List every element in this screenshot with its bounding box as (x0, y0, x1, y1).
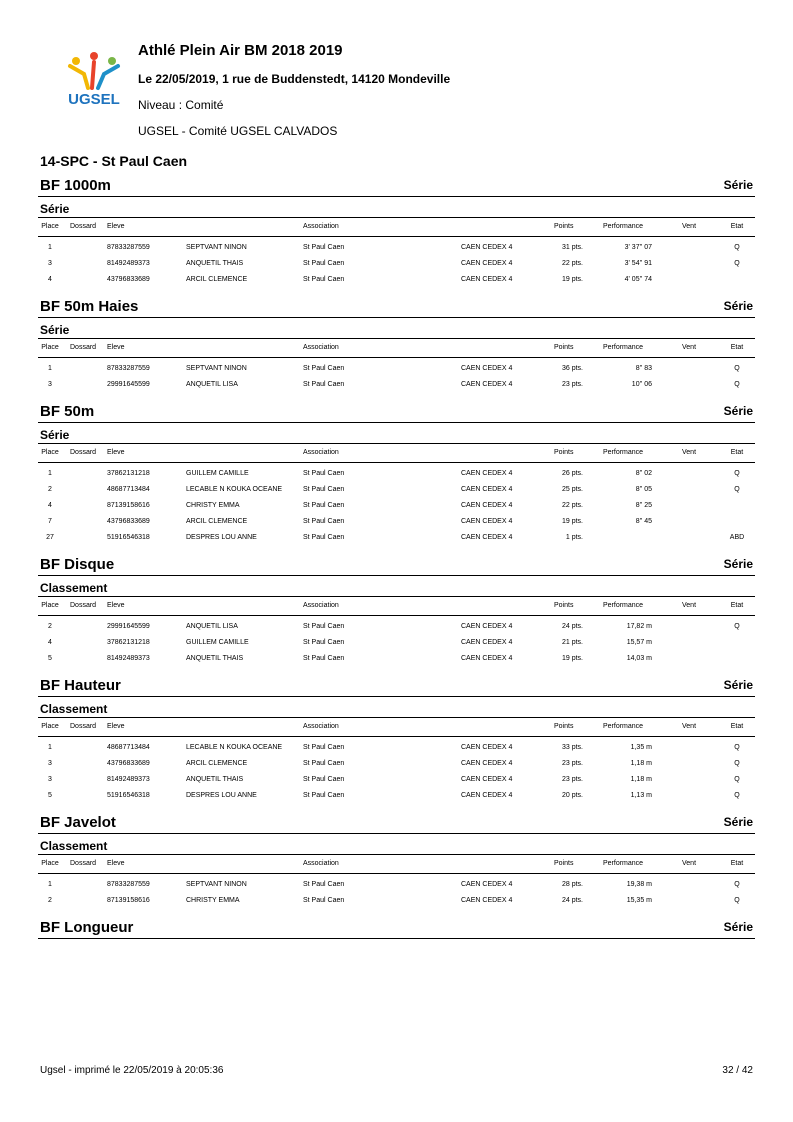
place-cell: 4 (48, 639, 52, 646)
column-headers (38, 218, 755, 237)
status-cell: Q (734, 792, 740, 799)
event-name: BF 1000m (40, 177, 111, 194)
column-header-points: Points (554, 344, 574, 351)
points-cell: 26 pts. (561, 470, 583, 477)
event-date-place: Le 22/05/2019, 1 rue de Buddenstedt, 14120 Mondeville (138, 72, 451, 86)
result-rows (38, 874, 755, 916)
event-type: Série (723, 299, 753, 313)
student-name-cell: ANQUETIL THAIS (186, 776, 244, 783)
table-row (38, 499, 755, 515)
table-row (38, 789, 755, 805)
column-header-place: Place (41, 723, 59, 730)
city-cell: CAEN CEDEX 4 (461, 776, 513, 783)
student-id-cell: 81492489373 (107, 776, 150, 783)
city-cell: CAEN CEDEX 4 (461, 655, 513, 662)
column-headers (38, 597, 755, 616)
student-id-cell: 87833287559 (107, 244, 150, 251)
event-header (38, 811, 755, 834)
column-header-eleve: Eleve (107, 860, 125, 867)
table-row (38, 257, 755, 273)
status-cell: Q (734, 260, 740, 267)
event-section (38, 174, 755, 295)
student-id-cell: 87833287559 (107, 881, 150, 888)
performance-cell: 1,18 m (630, 760, 652, 767)
city-cell: CAEN CEDEX 4 (461, 639, 513, 646)
student-id-cell: 43796833689 (107, 518, 150, 525)
points-cell: 19 pts. (561, 518, 583, 525)
round-header (38, 697, 755, 718)
student-name-cell: ARCIL CLEMENCE (186, 760, 248, 767)
column-header-eleve: Eleve (107, 602, 125, 609)
city-cell: CAEN CEDEX 4 (461, 365, 513, 372)
status-cell: Q (734, 381, 740, 388)
points-cell: 21 pts. (561, 639, 583, 646)
status-cell: ABD (729, 534, 745, 541)
place-cell: 7 (48, 518, 52, 525)
event-type: Série (723, 404, 753, 418)
round-name: Classement (40, 581, 108, 595)
city-cell: CAEN CEDEX 4 (461, 276, 513, 283)
document-title: Athlé Plein Air BM 2018 2019 (138, 42, 343, 59)
association-cell: St Paul Caen (303, 881, 345, 888)
event-name: BF Disque (40, 556, 115, 573)
column-header-eleve: Eleve (107, 449, 125, 456)
column-header-place: Place (41, 860, 59, 867)
event-header (38, 174, 755, 197)
event-name: BF Longueur (40, 919, 134, 936)
performance-cell: 1,35 m (630, 744, 652, 751)
points-cell: 25 pts. (561, 486, 583, 493)
student-id-cell: 87139158616 (107, 897, 150, 904)
column-header-points: Points (554, 449, 574, 456)
association-cell: St Paul Caen (303, 502, 345, 509)
event-section (38, 400, 755, 553)
round-header (38, 576, 755, 597)
association-cell: St Paul Caen (303, 470, 345, 477)
event-type: Série (723, 557, 753, 571)
student-name-cell: CHRISTY EMMA (186, 897, 240, 904)
association-cell: St Paul Caen (303, 897, 345, 904)
status-cell: Q (734, 776, 740, 783)
column-header-vent: Vent (682, 449, 697, 456)
student-name-cell: SEPTVANT NINON (186, 881, 247, 888)
table-row (38, 378, 755, 394)
column-header-dossard: Dossard (70, 602, 97, 609)
event-header (38, 916, 755, 939)
column-header-association: Association (303, 860, 339, 867)
association-cell: St Paul Caen (303, 276, 345, 283)
city-cell: CAEN CEDEX 4 (461, 502, 513, 509)
student-id-cell: 81492489373 (107, 260, 150, 267)
event-section (38, 674, 755, 811)
column-header-points: Points (554, 860, 574, 867)
student-name-cell: DESPRES LOU ANNE (186, 534, 257, 541)
points-cell: 20 pts. (561, 792, 583, 799)
place-cell: 3 (48, 776, 52, 783)
student-id-cell: 43796833689 (107, 276, 150, 283)
performance-cell: 17,82 m (626, 623, 652, 630)
event-header (38, 295, 755, 318)
performance-cell: 8'' 05 (635, 486, 652, 493)
student-id-cell: 48687713484 (107, 744, 150, 751)
event-header (38, 400, 755, 423)
city-cell: CAEN CEDEX 4 (461, 244, 513, 251)
round-name: Série (40, 428, 70, 442)
association-cell: St Paul Caen (303, 760, 345, 767)
column-header-dossard: Dossard (70, 449, 97, 456)
place-cell: 1 (48, 365, 52, 372)
performance-cell: 4' 05'' 74 (624, 276, 652, 283)
column-header-etat: Etat (730, 449, 744, 456)
place-cell: 1 (48, 744, 52, 751)
points-cell: 23 pts. (561, 776, 583, 783)
place-cell: 4 (48, 276, 52, 283)
column-header-etat: Etat (730, 723, 744, 730)
round-header (38, 423, 755, 444)
student-id-cell: 29991645599 (107, 623, 150, 630)
association-cell: St Paul Caen (303, 518, 345, 525)
points-cell: 28 pts. (561, 881, 583, 888)
status-cell: Q (734, 486, 740, 493)
points-cell: 36 pts. (561, 365, 583, 372)
place-cell: 1 (48, 470, 52, 477)
association-cell: St Paul Caen (303, 655, 345, 662)
performance-cell: 19,38 m (626, 881, 652, 888)
column-headers (38, 718, 755, 737)
performance-cell: 3' 37'' 07 (624, 244, 652, 251)
round-name: Série (40, 202, 70, 216)
association-cell: St Paul Caen (303, 792, 345, 799)
student-id-cell: 37862131218 (107, 639, 150, 646)
column-header-points: Points (554, 602, 574, 609)
association-cell: St Paul Caen (303, 260, 345, 267)
column-header-dossard: Dossard (70, 860, 97, 867)
column-header-performance: Performance (603, 223, 644, 230)
points-cell: 23 pts. (561, 760, 583, 767)
place-cell: 2 (48, 623, 52, 630)
table-row (38, 620, 755, 636)
student-id-cell: 87833287559 (107, 365, 150, 372)
column-header-performance: Performance (603, 723, 644, 730)
student-name-cell: GUILLEM CAMILLE (186, 470, 249, 477)
city-cell: CAEN CEDEX 4 (461, 623, 513, 630)
city-cell: CAEN CEDEX 4 (461, 534, 513, 541)
points-cell: 22 pts. (561, 502, 583, 509)
event-name: BF 50m Haies (40, 298, 139, 315)
table-row (38, 467, 755, 483)
table-row (38, 636, 755, 652)
performance-cell: 10'' 06 (631, 381, 652, 388)
column-headers (38, 855, 755, 874)
student-id-cell: 29991645599 (107, 381, 150, 388)
event-section (38, 811, 755, 916)
student-name-cell: SEPTVANT NINON (186, 244, 247, 251)
table-row (38, 894, 755, 910)
city-cell: CAEN CEDEX 4 (461, 897, 513, 904)
performance-cell: 14,03 m (626, 655, 652, 662)
event-type: Série (723, 678, 753, 692)
student-id-cell: 37862131218 (107, 470, 150, 477)
column-header-vent: Vent (682, 223, 697, 230)
place-cell: 5 (48, 655, 52, 662)
column-header-points: Points (554, 223, 574, 230)
event-name: BF Hauteur (40, 677, 121, 694)
points-cell: 24 pts. (561, 897, 583, 904)
student-name-cell: ANQUETIL THAIS (186, 260, 244, 267)
event-type: Série (723, 920, 753, 934)
place-cell: 2 (48, 486, 52, 493)
status-cell: Q (734, 623, 740, 630)
column-headers (38, 444, 755, 463)
performance-cell: 8'' 45 (635, 518, 652, 525)
column-header-dossard: Dossard (70, 223, 97, 230)
association-cell: St Paul Caen (303, 534, 345, 541)
city-cell: CAEN CEDEX 4 (461, 470, 513, 477)
place-cell: 2 (48, 897, 52, 904)
student-name-cell: CHRISTY EMMA (186, 502, 240, 509)
place-cell: 5 (48, 792, 52, 799)
points-cell: 19 pts. (561, 276, 583, 283)
performance-cell: 1,18 m (630, 776, 652, 783)
student-id-cell: 43796833689 (107, 760, 150, 767)
page-number: 32 / 42 (722, 1065, 753, 1076)
student-name-cell: ANQUETIL LISA (186, 623, 238, 630)
table-row (38, 273, 755, 289)
status-cell: Q (734, 470, 740, 477)
points-cell: 1 pts. (565, 534, 583, 541)
place-cell: 3 (48, 260, 52, 267)
round-name: Classement (40, 702, 108, 716)
student-name-cell: ANQUETIL THAIS (186, 655, 244, 662)
column-header-place: Place (41, 344, 59, 351)
ugsel-logo (62, 52, 126, 107)
column-header-eleve: Eleve (107, 223, 125, 230)
student-name-cell: ARCIL CLEMENCE (186, 518, 248, 525)
event-type: Série (723, 178, 753, 192)
status-cell: Q (734, 897, 740, 904)
column-headers (38, 339, 755, 358)
place-cell: 1 (48, 881, 52, 888)
event-section (38, 553, 755, 674)
status-cell: Q (734, 365, 740, 372)
column-header-place: Place (41, 449, 59, 456)
event-header (38, 553, 755, 576)
results-sections (38, 174, 755, 939)
table-row (38, 757, 755, 773)
table-row (38, 362, 755, 378)
result-rows (38, 358, 755, 400)
student-name-cell: ARCIL CLEMENCE (186, 276, 248, 283)
column-header-etat: Etat (730, 344, 744, 351)
performance-cell: 8'' 02 (635, 470, 652, 477)
table-row (38, 515, 755, 531)
place-cell: 4 (48, 502, 52, 509)
round-name: Série (40, 323, 70, 337)
event-name: BF 50m (40, 403, 95, 420)
column-header-place: Place (41, 223, 59, 230)
round-header (38, 318, 755, 339)
student-name-cell: DESPRES LOU ANNE (186, 792, 257, 799)
table-row (38, 652, 755, 668)
column-header-place: Place (41, 602, 59, 609)
status-cell: Q (734, 244, 740, 251)
column-header-association: Association (303, 602, 339, 609)
student-name-cell: ANQUETIL LISA (186, 381, 238, 388)
student-name-cell: SEPTVANT NINON (186, 365, 247, 372)
result-rows (38, 737, 755, 811)
table-row (38, 483, 755, 499)
city-cell: CAEN CEDEX 4 (461, 792, 513, 799)
association-cell: St Paul Caen (303, 365, 345, 372)
points-cell: 31 pts. (561, 244, 583, 251)
column-header-etat: Etat (730, 602, 744, 609)
association-cell: St Paul Caen (303, 744, 345, 751)
column-header-dossard: Dossard (70, 344, 97, 351)
event-section (38, 295, 755, 400)
association-cell: St Paul Caen (303, 639, 345, 646)
event-section (38, 916, 755, 939)
print-timestamp: Ugsel - imprimé le 22/05/2019 à 20:05:36 (40, 1065, 224, 1076)
student-id-cell: 87139158616 (107, 502, 150, 509)
city-cell: CAEN CEDEX 4 (461, 381, 513, 388)
points-cell: 23 pts. (561, 381, 583, 388)
city-cell: CAEN CEDEX 4 (461, 518, 513, 525)
event-type: Série (723, 815, 753, 829)
column-header-vent: Vent (682, 344, 697, 351)
student-id-cell: 51916546318 (107, 792, 150, 799)
status-cell: Q (734, 760, 740, 767)
association-cell: St Paul Caen (303, 486, 345, 493)
event-organizer: UGSEL - Comité UGSEL CALVADOS (138, 124, 338, 138)
table-row (38, 773, 755, 789)
points-cell: 19 pts. (561, 655, 583, 662)
round-name: Classement (40, 839, 108, 853)
column-header-dossard: Dossard (70, 723, 97, 730)
column-header-association: Association (303, 723, 339, 730)
status-cell: Q (734, 744, 740, 751)
round-header (38, 197, 755, 218)
column-header-vent: Vent (682, 723, 697, 730)
student-name-cell: LECABLE N KOUKA OCEANE (186, 486, 283, 493)
result-rows (38, 463, 755, 553)
city-cell: CAEN CEDEX 4 (461, 760, 513, 767)
column-header-points: Points (554, 723, 574, 730)
points-cell: 22 pts. (561, 260, 583, 267)
performance-cell: 8'' 83 (635, 365, 652, 372)
event-header (38, 674, 755, 697)
association-cell: St Paul Caen (303, 381, 345, 388)
table-row (38, 241, 755, 257)
place-cell: 1 (48, 244, 52, 251)
city-cell: CAEN CEDEX 4 (461, 260, 513, 267)
table-row (38, 531, 755, 547)
city-cell: CAEN CEDEX 4 (461, 881, 513, 888)
column-header-vent: Vent (682, 602, 697, 609)
student-name-cell: LECABLE N KOUKA OCEANE (186, 744, 283, 751)
place-cell: 27 (46, 534, 54, 541)
event-level: Niveau : Comité (138, 98, 224, 112)
column-header-performance: Performance (603, 449, 644, 456)
association-cell: St Paul Caen (303, 776, 345, 783)
student-id-cell: 51916546318 (107, 534, 150, 541)
result-rows (38, 237, 755, 295)
round-header (38, 834, 755, 855)
column-header-performance: Performance (603, 344, 644, 351)
column-header-vent: Vent (682, 860, 697, 867)
city-cell: CAEN CEDEX 4 (461, 744, 513, 751)
points-cell: 33 pts. (561, 744, 583, 751)
column-header-etat: Etat (730, 860, 744, 867)
column-header-eleve: Eleve (107, 344, 125, 351)
column-header-association: Association (303, 449, 339, 456)
column-header-performance: Performance (603, 860, 644, 867)
place-cell: 3 (48, 760, 52, 767)
status-cell: Q (734, 881, 740, 888)
points-cell: 24 pts. (561, 623, 583, 630)
city-cell: CAEN CEDEX 4 (461, 486, 513, 493)
column-header-etat: Etat (730, 223, 744, 230)
table-row (38, 878, 755, 894)
column-header-eleve: Eleve (107, 723, 125, 730)
club-title: 14-SPC - St Paul Caen (40, 153, 188, 169)
place-cell: 3 (48, 381, 52, 388)
performance-cell: 8'' 25 (635, 502, 652, 509)
column-header-association: Association (303, 344, 339, 351)
performance-cell: 3' 54'' 91 (624, 260, 652, 267)
performance-cell: 15,57 m (626, 639, 652, 646)
performance-cell: 1,13 m (630, 792, 652, 799)
association-cell: St Paul Caen (303, 244, 345, 251)
student-name-cell: GUILLEM CAMILLE (186, 639, 249, 646)
association-cell: St Paul Caen (303, 623, 345, 630)
svg-text:UGSEL: UGSEL (68, 91, 120, 107)
table-row (38, 741, 755, 757)
result-rows (38, 616, 755, 674)
event-name: BF Javelot (40, 814, 116, 831)
performance-cell: 15,35 m (626, 897, 652, 904)
student-id-cell: 81492489373 (107, 655, 150, 662)
student-id-cell: 48687713484 (107, 486, 150, 493)
column-header-association: Association (303, 223, 339, 230)
column-header-performance: Performance (603, 602, 644, 609)
